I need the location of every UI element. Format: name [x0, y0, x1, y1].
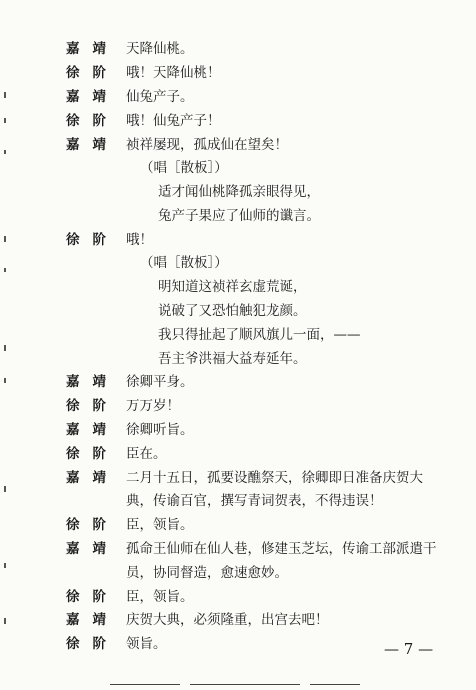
dialogue-text: 徐卿听旨。	[126, 422, 194, 438]
dialogue-text: 臣，领旨。	[126, 589, 194, 605]
verse-text: 兔产子果应了仙师的谶言。	[158, 208, 320, 224]
speaker-name: 徐阶	[66, 446, 119, 462]
dialogue-text: 祯祥屡现，孤成仙在望矣！	[126, 137, 288, 153]
dialogue-text: 臣在。	[126, 446, 167, 462]
verse-line	[0, 276, 476, 298]
dialogue-text: 员，协同督造，愈速愈妙。	[126, 565, 288, 581]
dialogue-text: 万万岁！	[126, 398, 180, 414]
speaker-name: 徐阶	[66, 65, 119, 81]
speaker-name: 嘉靖	[66, 89, 119, 105]
singing-cue: （唱［散板］）	[140, 255, 228, 271]
dialogue-line	[0, 419, 476, 441]
dialogue-line	[0, 134, 476, 156]
dialogue-text: 二月十五日，孤要设醮祭天，徐卿即日准备庆贺大	[126, 470, 423, 486]
dialogue-text: 庆贺大典，必须隆重，出宫去吧！	[126, 612, 329, 628]
verse-line	[0, 205, 476, 227]
verse-line	[0, 348, 476, 370]
dialogue-text: 哦！	[126, 232, 153, 248]
dialogue-line	[0, 62, 476, 84]
dialogue-line	[0, 395, 476, 417]
dialogue-line	[0, 38, 476, 60]
page-number: — 7 —	[384, 640, 434, 658]
speaker-name: 嘉靖	[66, 137, 119, 153]
rule-segment	[190, 684, 300, 685]
speaker-name: 徐阶	[66, 636, 119, 652]
dialogue-line	[0, 110, 476, 132]
dialogue-line	[0, 443, 476, 465]
verse-text: 吾主爷洪福大益寿延年。	[158, 351, 307, 367]
speaker-name: 嘉靖	[66, 41, 119, 57]
speaker-name: 嘉靖	[66, 470, 119, 486]
dialogue-text: 仙兔产子。	[126, 89, 194, 105]
verse-text: 适才闻仙桃降孤亲眼得见，	[158, 184, 320, 200]
dialogue-line	[0, 514, 476, 536]
dialogue-text: 徐卿平身。	[126, 374, 194, 390]
rule-segment	[110, 684, 180, 685]
dialogue-text: 天降仙桃。	[126, 41, 194, 57]
dialogue-line	[0, 586, 476, 608]
stage-direction	[0, 157, 476, 179]
dialogue-line	[0, 86, 476, 108]
continuation-line	[0, 562, 476, 584]
dialogue-text: 臣，领旨。	[126, 517, 194, 533]
speaker-name: 嘉靖	[66, 374, 119, 390]
speaker-name: 徐阶	[66, 232, 119, 248]
speaker-name: 徐阶	[66, 517, 119, 533]
speaker-name: 徐阶	[66, 398, 119, 414]
rule-segment	[310, 684, 360, 685]
continuation-line	[0, 490, 476, 512]
dialogue-text: 哦！天降仙桃！	[126, 65, 221, 81]
verse-line	[0, 324, 476, 346]
dialogue-line	[0, 467, 476, 489]
speaker-name: 徐阶	[66, 589, 119, 605]
singing-cue: （唱［散板］）	[140, 160, 228, 176]
dialogue-line	[0, 609, 476, 631]
verse-text: 明知道这祯祥玄虚荒诞，	[158, 279, 307, 295]
verse-line	[0, 181, 476, 203]
verse-line	[0, 300, 476, 322]
verse-text: 说破了又恐怕触犯龙颜。	[158, 303, 307, 319]
dialogue-line	[0, 538, 476, 560]
dialogue-text: 孤命王仙师在仙人巷，修建玉芝坛，传谕工部派遣干	[126, 541, 437, 557]
speaker-name: 嘉靖	[66, 422, 119, 438]
stage-direction	[0, 252, 476, 274]
speaker-name: 嘉靖	[66, 612, 119, 628]
dialogue-text: 领旨。	[126, 636, 167, 652]
speaker-name: 徐阶	[66, 113, 119, 129]
verse-text: 我只得扯起了顺风旗儿一面，——	[158, 327, 361, 343]
speaker-name: 嘉靖	[66, 541, 119, 557]
dialogue-text: 哦！仙兔产子！	[126, 113, 221, 129]
dialogue-line	[0, 229, 476, 251]
dialogue-text: 典，传谕百官，撰写青词贺表，不得违误！	[126, 493, 383, 509]
dialogue-line	[0, 371, 476, 393]
